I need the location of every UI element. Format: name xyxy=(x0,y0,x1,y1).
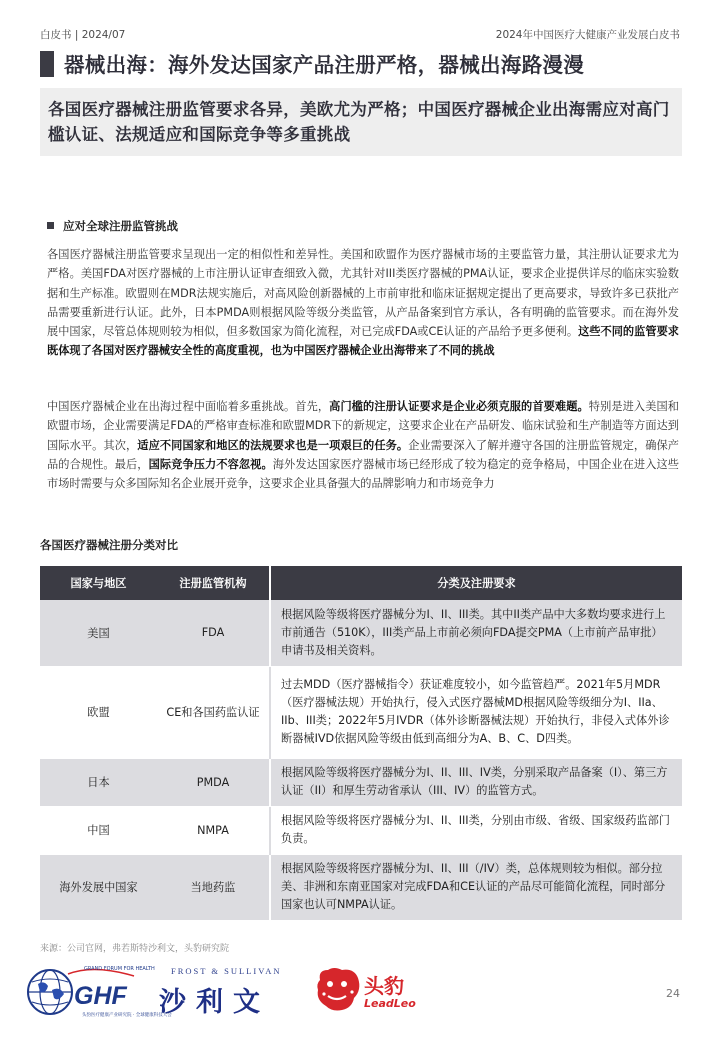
table-header-region: 国家与地区 xyxy=(40,566,157,600)
page-header xyxy=(40,27,680,41)
frost-sullivan-en: FROST & SULLIVAN xyxy=(171,966,282,976)
page-number: 24 xyxy=(666,987,680,1000)
table-row xyxy=(40,854,682,920)
region-cell: 日本 xyxy=(40,758,157,806)
requirements-cell: 根据风险等级将医疗器械分为I、II、III（/IV）类，总体规则较为相似。部分拉美、非洲和东南亚国家对完成FDA和CE认证的产品尽可能简化流程，同时部分国家也认可NMPA认证。 xyxy=(270,854,682,920)
para1-bold: 这些不同的监管要求既体现了各国对医疗器械安全性的高度重视，也为中国医疗器械企业出海带来了不同的挑战 xyxy=(47,325,679,358)
agency-cell: NMPA xyxy=(157,806,270,854)
region-cell: 欧盟 xyxy=(40,666,157,758)
page-title: 器械出海：海外发达国家产品注册严格，器械出海路漫漫 xyxy=(64,53,584,77)
header-report-title: 2024年中国医疗大健康产业发展白皮书 xyxy=(495,29,680,41)
requirements-cell: 根据风险等级将医疗器械分为I、II、III、IV类，分别采取产品备案（I）、第三方认证（II）和厚生劳动省承认（III、IV）的监管方式。 xyxy=(270,758,682,806)
table-header-agency: 注册监管机构 xyxy=(157,566,270,600)
requirements-cell: 根据风险等级将医疗器械分为I、II、III类。其中II类产品中大多数均要求进行上市前通告（510K），III类产品上市前必须向FDA提交PMA（上市前产品审批）申请书及相关资料。 xyxy=(270,600,682,666)
para2-text-3: 企业需要深入了解并遵守各国的注册监管规定，确保产品的合规性。最后， xyxy=(47,438,679,471)
subtitle: 各国医疗器械注册监管要求各异，美欧尤为严格；中国医疗器械企业出海需应对高门槛认证、法规适应和国际竞争等多重挑战 xyxy=(48,100,670,144)
agency-cell: FDA xyxy=(157,600,270,666)
table-row xyxy=(40,758,682,806)
source-note: 来源：公司官网，弗若斯特沙利文，头豹研究院 xyxy=(40,944,230,954)
title-marker xyxy=(40,51,54,77)
frost-sullivan-cn: 沙利文 xyxy=(159,987,270,1018)
frost-sullivan-logo xyxy=(159,966,324,1016)
ghf-caption-top: GRAND FORUM FOR HEALTH xyxy=(84,966,155,972)
leadleo-en: LeadLeo xyxy=(364,997,416,1010)
table-header-row xyxy=(40,566,682,600)
header-doc-label: 白皮书 | 2024/07 xyxy=(40,29,126,41)
table-row xyxy=(40,600,682,666)
region-cell: 中国 xyxy=(40,806,157,854)
ghf-text: GHF xyxy=(74,982,127,1010)
requirements-cell: 根据风险等级将医疗器械分为I、II、III类，分别由市级、省级、国家级药监部门负责。 xyxy=(270,806,682,854)
subtitle-box xyxy=(40,88,682,156)
region-cell: 美国 xyxy=(40,600,157,666)
para2-text-4: 海外发达国家医疗器械市场已经形成了较为稳定的竞争格局，中国企业在进入这些市场时需要与众多国际知名企业展开竞争，这要求企业具备强大的品牌影响力和市场竞争力 xyxy=(47,457,679,491)
ghf-logo xyxy=(24,962,172,1020)
section-heading xyxy=(47,218,178,234)
registration-table xyxy=(40,566,682,921)
table-caption: 各国医疗器械注册分类对比 xyxy=(40,538,178,552)
leadleo-cn: 头豹 xyxy=(364,974,404,998)
agency-cell: CE和各国药监认证 xyxy=(157,666,270,758)
ghf-caption-bottom: 头豹医疗健康产业研究院 · 全球健康科技大会 xyxy=(82,1013,172,1018)
para2-text-1: 中国医疗器械企业在出海过程中面临着多重挑战。首先， xyxy=(47,400,330,413)
agency-cell: 当地药监 xyxy=(157,854,270,920)
para2-bold-3: 国际竞争压力不容忽视。 xyxy=(148,457,273,471)
table-row xyxy=(40,666,682,758)
paragraph-challenges xyxy=(47,397,679,493)
leadleo-logo xyxy=(314,964,434,1020)
leopard-head-icon xyxy=(314,964,362,1016)
table-row xyxy=(40,806,682,854)
para2-bold-1: 高门槛的注册认证要求是企业必须克服的首要难题。 xyxy=(329,400,589,413)
logo-strip xyxy=(24,962,684,1022)
para1-text: 各国医疗器械注册监管要求呈现出一定的相似性和差异性。美国和欧盟作为医疗器械市场的主要监管力量，其注册认证要求尤为严格。美国FDA对医疗器械的上市注册认证审查细致入微，尤其针对III类医疗器械的PMA认证，要求企业提供详尽的临床实验数据和生产标准。欧盟则在MDR法规实施后，对高风险创新器械的上市前审批和临床证据规定提出了更高要求，导致许多已获批产品需要重新进行认证。此外，日本PMDA则根据风险等级分类监管，从产品备案到官方承认，各有明确的监管要求。而在海外发展中国家，尽管总体规则较为相似，但多数国家为简化流程，对已完成FDA或CE认证的产品给予更多便利。 xyxy=(47,248,679,339)
region-cell: 海外发展中国家 xyxy=(40,854,157,920)
agency-cell: PMDA xyxy=(157,758,270,806)
section-heading-text: 应对全球注册监管挑战 xyxy=(63,219,178,233)
square-bullet-icon xyxy=(47,222,54,229)
requirements-cell: 过去MDD（医疗器械指令）获证难度较小，如今监管趋严。2021年5月MDR（医疗器械法规）开始执行，侵入式医疗器械MD根据风险等级细分为I、IIa、IIb、III类；2022年5月IVDR（体外诊断器械法规）开始执行，非侵入式体外诊断器械IVD依据风险等级由低到高细分为A、B、C、D四类。 xyxy=(270,666,682,758)
para2-bold-2: 适应不同国家和地区的法规要求也是一项艰巨的任务。 xyxy=(137,438,409,452)
para2-text-2: 特别是进入美国和欧盟市场，企业需要满足FDA的严格审查标准和欧盟MDR下的新规定，这要求企业在产品研发、临床试验和生产制造等方面达到国际水平。其次， xyxy=(47,400,679,452)
paragraph-regulatory-overview xyxy=(47,245,679,361)
page-title-block xyxy=(40,48,680,78)
table-header-requirements: 分类及注册要求 xyxy=(270,566,682,600)
